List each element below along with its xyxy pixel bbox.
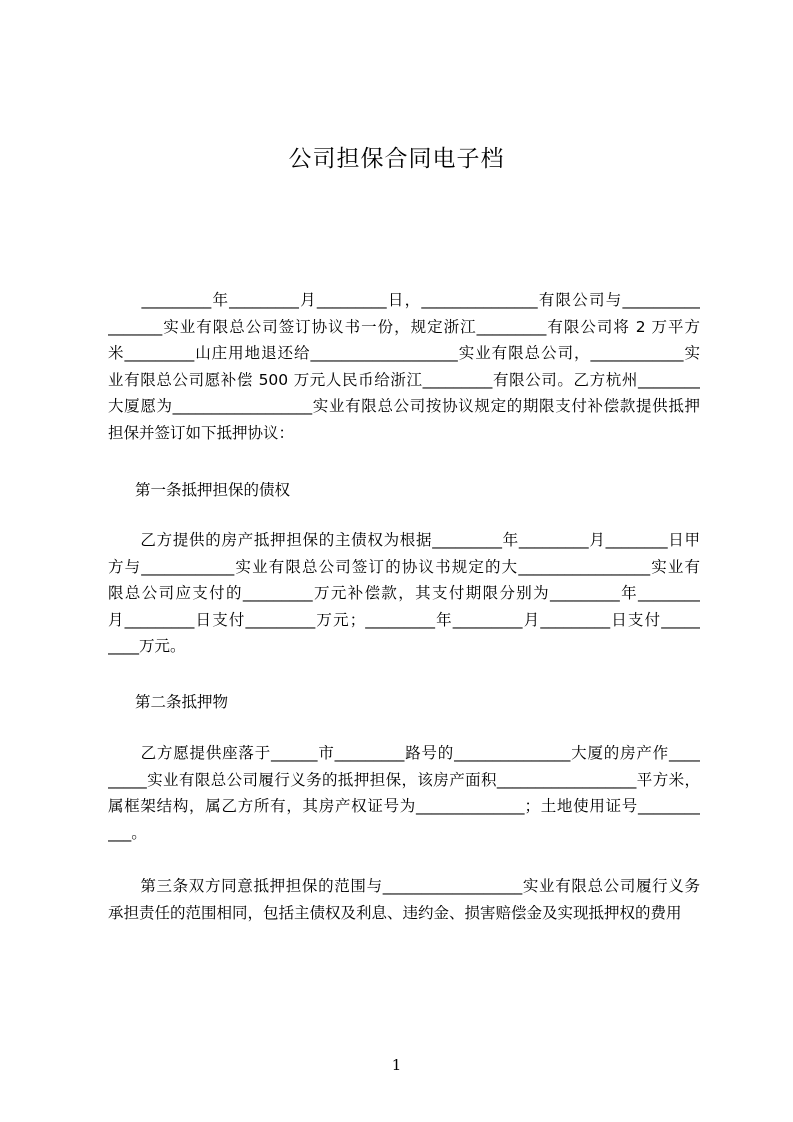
paragraph-4-line: 承担责任的范围相同，包括主债权及利息、违约金、损害赔偿金及实现抵押权的费用 [108, 903, 682, 922]
paragraph-1-line: 担保并签订如下抵押协议： [108, 423, 295, 442]
paragraph-3-line: 乙方愿提供座落于______市_________路号的_______________大厦的房产作____ [108, 744, 700, 762]
paragraph-4-line: 第三条双方同意抵押担保的范围与__________________实业有限总公司履行义务 [108, 877, 700, 895]
paragraph-2-line: ____万元。 [108, 637, 186, 655]
paragraph-2-line: 乙方提供的房产抵押担保的主债权为根据_________年_________月________日甲 [108, 531, 700, 549]
paragraph-3-line: ___。 [108, 823, 147, 842]
paragraph-1-line: 米_________山庄用地退还给___________________实业有限总公司，____________实 [108, 344, 700, 362]
paragraph-2 [108, 527, 700, 660]
paragraph-2-line: 月_________日支付_________万元；_________年_________月_________日支付_____ [108, 610, 700, 629]
document-title: 公司担保合同电子档 [288, 146, 505, 172]
paragraph-4 [108, 873, 700, 926]
paragraph-1-line: _________年_________月_________日，_______________有限公司与__________ [108, 291, 700, 309]
paragraph-1-line: 业有限总公司愿补偿 500 万元人民币给浙江_________有限公司。乙方杭州________ [108, 370, 700, 389]
paragraph-3 [108, 740, 700, 846]
paragraph-2-line: 方与____________实业有限总公司签订的协议书规定的大_________________实业有 [108, 557, 700, 576]
article-1-heading: 第一条抵押担保的债权 [135, 481, 291, 499]
paragraph-3-line: _____实业有限总公司履行义务的抵押担保，该房产面积__________________平方米， [108, 770, 700, 789]
article-2-heading: 第二条抵押物 [135, 693, 229, 711]
paragraph-2-line: 限总公司应支付的_________万元补偿款，其支付期限分别为_________年________ [108, 584, 700, 602]
page-number: 1 [391, 1056, 402, 1074]
paragraph-3-line: 属框架结构，属乙方所有，其房产权证号为______________；土地使用证号________ [108, 797, 700, 815]
paragraph-1-line: 大厦愿为__________________实业有限总公司按协议规定的期限支付补偿款提供抵押 [108, 397, 700, 415]
paragraph-1-line: _______实业有限总公司签订协议书一份，规定浙江_________有限公司将 2 万平方 [108, 317, 700, 336]
paragraph-1 [108, 287, 700, 446]
